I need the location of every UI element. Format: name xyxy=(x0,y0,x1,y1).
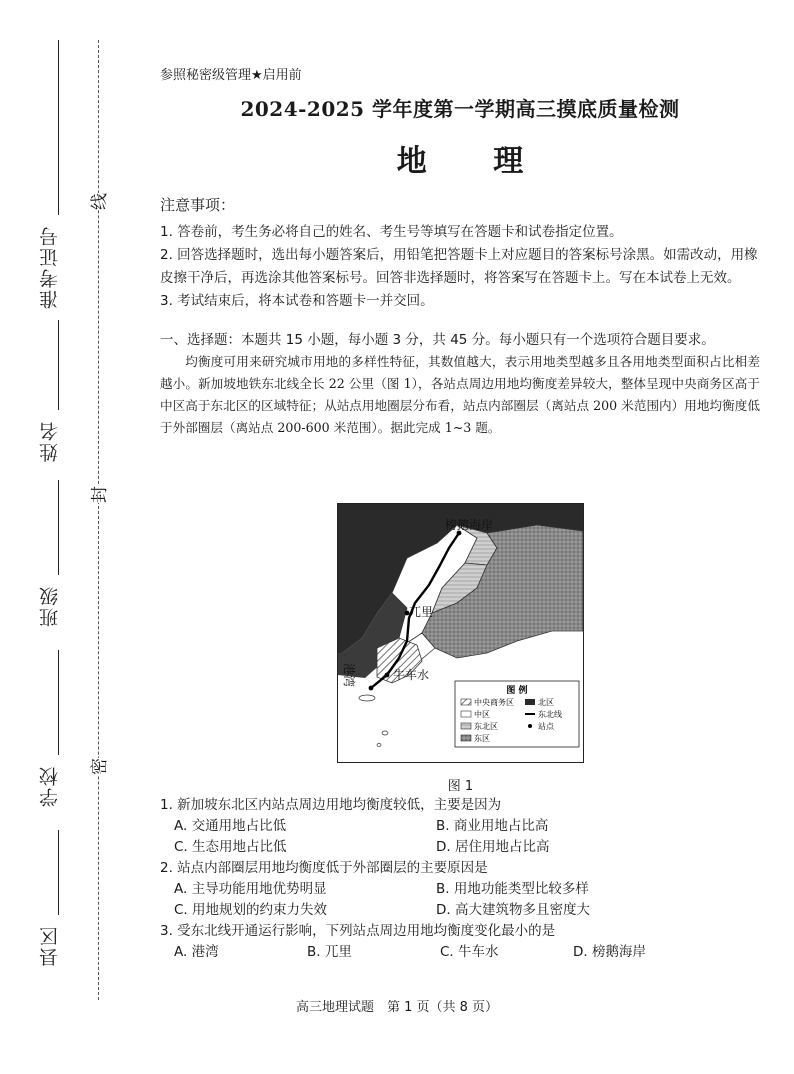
option-row xyxy=(160,900,780,921)
margin-underline xyxy=(58,320,59,410)
note-item: 3. 考试结束后，将本试卷和答题卡一并交回。 xyxy=(160,293,434,309)
question-1 xyxy=(160,795,780,858)
option-a: A. 交通用地占比低 xyxy=(174,818,287,834)
legend-label: 东北区 xyxy=(474,722,498,731)
option-row xyxy=(160,942,780,963)
label-punggol: 榜鹅海岸 xyxy=(445,518,494,532)
margin-underline xyxy=(58,650,59,755)
binding-dashed-line xyxy=(98,40,99,1000)
legend-label: 中央商务区 xyxy=(474,698,514,707)
option-d: D. 榜鹅海岸 xyxy=(573,944,646,960)
margin-underline xyxy=(58,480,59,575)
margin-underline xyxy=(58,40,59,215)
island xyxy=(359,695,375,701)
legend-swatch-northeast xyxy=(461,723,471,729)
legend-label: 北区 xyxy=(538,698,554,707)
legend-label: 中区 xyxy=(474,710,490,719)
question-3 xyxy=(160,921,780,963)
label-serangoon: 兀里 xyxy=(409,605,434,619)
option-a: A. 主导功能用地优势明显 xyxy=(174,881,327,897)
option-b: B. 兀里 xyxy=(307,944,352,960)
map-svg xyxy=(337,503,584,763)
margin-field-exam-number: 准考证号 xyxy=(39,225,61,309)
option-b: B. 商业用地占比高 xyxy=(436,818,549,834)
exam-title: 2024-2025 学年度第一学期高三摸底质量检测 xyxy=(240,97,680,121)
option-a: A. 港湾 xyxy=(174,944,219,960)
option-d: D. 高大建筑物多且密度大 xyxy=(436,902,590,918)
option-row xyxy=(160,816,780,837)
legend-swatch-station xyxy=(528,724,532,728)
station-dot xyxy=(369,686,374,691)
label-chinatown: 牛车水 xyxy=(393,668,430,682)
label-harbourfront: 港湾 xyxy=(342,663,356,688)
section-heading: 一、选择题：本题共 15 小题，每小题 3 分，共 45 分。每小题只有一个选项符合题目要求。 xyxy=(160,332,715,348)
margin-field-school: 学校 xyxy=(39,765,61,807)
notes-list xyxy=(160,221,760,313)
option-c: C. 牛车水 xyxy=(440,944,499,960)
island xyxy=(382,731,388,735)
option-c: C. 用地规划的约束力失效 xyxy=(174,902,328,918)
note-item: 2. 回答选择题时，选出每小题答案后，用铅笔把答题卡上对应题目的答案标号涂黑。如需改动，用橡皮擦干净后，再选涂其他答案标号。回答非选择题时，将答案写在答题卡上。写在本试卷上无效。 xyxy=(160,247,758,286)
singapore-map-figure xyxy=(337,503,584,763)
legend-swatch-east xyxy=(461,735,471,741)
seal-char-secret: 密 xyxy=(81,758,114,775)
option-row xyxy=(160,879,780,900)
note-item: 1. 答卷前，考生务必将自己的姓名、考生号等填写在答题卡和试卷指定位置。 xyxy=(160,224,623,240)
margin-field-district: 县区 xyxy=(39,925,61,967)
margin-underline xyxy=(58,830,59,915)
question-stem: 3. 受东北线开通运行影响，下列站点周边用地均衡度变化最小的是 xyxy=(160,923,556,939)
page-footer: 高三地理试题 第 1 页（共 8 页） xyxy=(295,1000,499,1015)
main-content xyxy=(160,60,760,439)
margin-field-name: 姓名 xyxy=(39,420,61,462)
legend-label: 东北线 xyxy=(538,710,562,719)
option-c: C. 生态用地占比低 xyxy=(174,839,287,855)
questions-block xyxy=(160,795,780,963)
figure-caption: 图 1 xyxy=(447,779,474,794)
island xyxy=(377,744,381,747)
question-stem: 1. 新加坡东北区内站点周边用地均衡度较低，主要是因为 xyxy=(160,797,502,813)
seal-char-line: 线 xyxy=(81,193,114,210)
subject-title: 地 理 xyxy=(396,144,552,179)
legend-swatch-central xyxy=(461,711,471,717)
notes-heading: 注意事项： xyxy=(160,196,236,214)
margin-field-class: 班级 xyxy=(39,585,61,627)
question-stem: 2. 站点内部圈层用地均衡度低于外部圈层的主要原因是 xyxy=(160,860,488,876)
legend-label: 站点 xyxy=(538,722,554,731)
map-legend xyxy=(455,681,579,747)
legend-swatch-cbd xyxy=(461,699,471,705)
legend-swatch-north xyxy=(525,699,535,705)
legend-label: 东区 xyxy=(474,734,490,743)
reading-passage: 均衡度可用来研究城市用地的多样性特征，其数值越大，表示用地类型越多且各用地类型面积占比相差越小。新加坡地铁东北线全长 22 公里（图 1），各站点周边用地均衡度差异较大，整体呈现中央商务区高于中区高于东北区的区域特征；从站点用地圈层分布看，站点内部圈层（离站点 200 米范围内）用地均衡度低于外部圈层（离站点 200-600 米范围）。据此完成 1~3 题。 xyxy=(160,354,760,435)
option-row xyxy=(160,837,780,858)
station-dot xyxy=(385,673,390,678)
question-2 xyxy=(160,858,780,921)
option-b: B. 用地功能类型比较多样 xyxy=(436,881,589,897)
option-d: D. 居住用地占比高 xyxy=(436,839,550,855)
seal-char-seal: 封 xyxy=(81,486,114,503)
confidential-label: 参照秘密级管理★启用前 xyxy=(160,68,302,83)
legend-title: 图 例 xyxy=(506,686,528,696)
